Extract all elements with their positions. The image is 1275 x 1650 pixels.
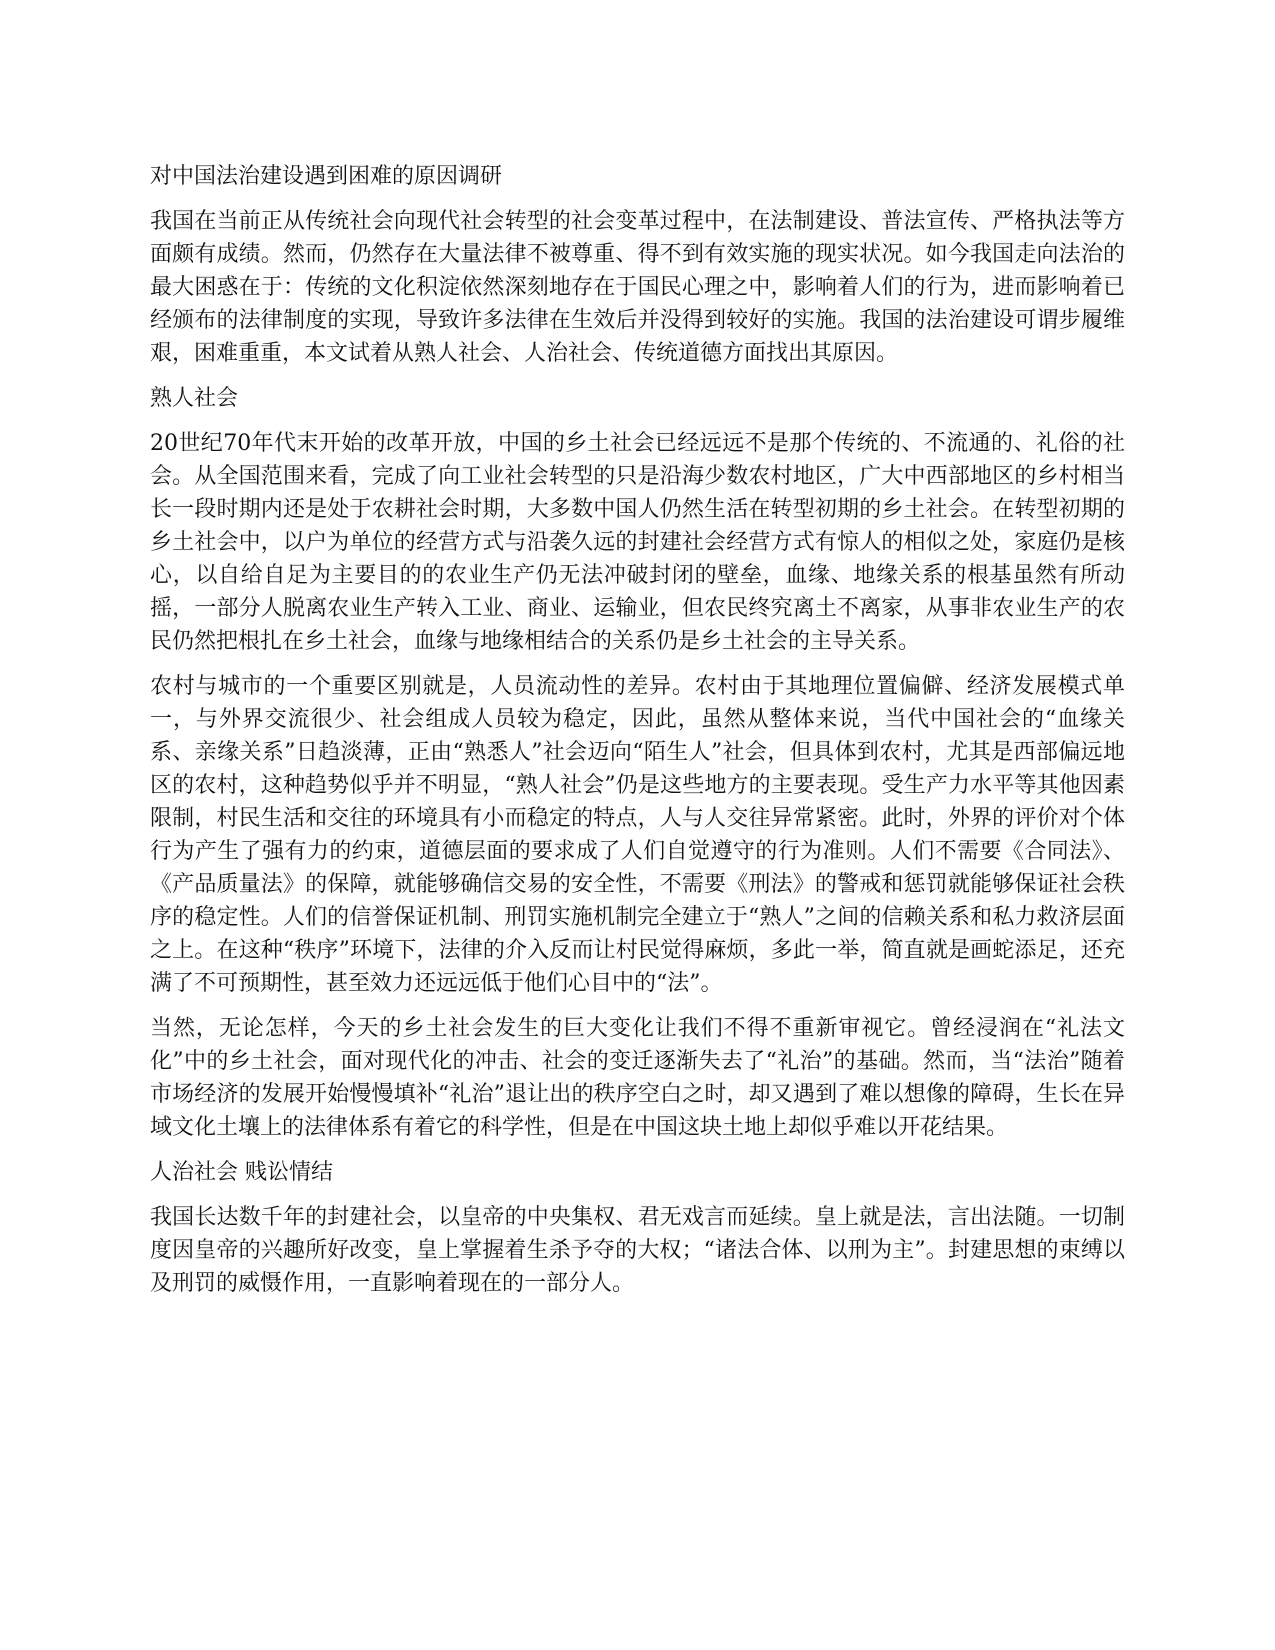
section-heading-rule-of-man: 人治社会 贱讼情结 (150, 1160, 333, 1185)
body-paragraph: 我国长达数千年的封建社会，以皇帝的中央集权、君无戏言而延续。皇上就是法，言出法随。一切制度因皇帝的兴趣所好改变，皇上掌握着生杀予夺的大权；“诸法合体、以刑为主”。封建思想的束缚以及刑罚的威慑作用，一直影响着现在的一部分人。 (150, 1205, 1125, 1296)
section-heading-acquaintance-society: 熟人社会 (150, 386, 239, 411)
document-page (150, 160, 1125, 1312)
intro-paragraph: 我国在当前正从传统社会向现代社会转型的社会变革过程中，在法制建设、普法宣传、严格执法等方面颇有成绩。然而，仍然存在大量法律不被尊重、得不到有效实施的现实状况。如今我国走向法治的最大困惑在于：传统的文化积淀依然深刻地存在于国民心理之中，影响着人们的行为，进而影响着已经颁布的法律制度的实现，导致许多法律在生效后并没得到较好的实施。我国的法治建设可谓步履维艰，困难重重，本文试着从熟人社会、人治社会、传统道德方面找出其原因。 (150, 209, 1125, 366)
body-paragraph: 20世纪70年代末开始的改革开放，中国的乡土社会已经远远不是那个传统的、不流通的、礼俗的社会。从全国范围来看，完成了向工业社会转型的只是沿海少数农村地区，广大中西部地区的乡村相当长一段时期内还是处于农耕社会时期，大多数中国人仍然生活在转型初期的乡土社会。在转型初期的乡土社会中，以户为单位的经营方式与沿袭久远的封建社会经营方式有惊人的相似之处，家庭仍是核心，以自给自足为主要目的的农业生产仍无法冲破封闭的壁垒，血缘、地缘关系的根基虽然有所动摇，一部分人脱离农业生产转入工业、商业、运输业，但农民终究离土不离家，从事非农业生产的农民仍然把根扎在乡土社会，血缘与地缘相结合的关系仍是乡土社会的主导关系。 (150, 431, 1125, 654)
body-paragraph: 当然，无论怎样，今天的乡土社会发生的巨大变化让我们不得不重新审视它。曾经浸润在“礼法文化”中的乡土社会，面对现代化的冲击、社会的变迁逐渐失去了“礼治”的基础。然而，当“法治”随着市场经济的发展开始慢慢填补“礼治”退让出的秩序空白之时，却又遇到了难以想像的障碍，生长在异域文化土壤上的法律体系有着它的科学性，但是在中国这块土地上却似乎难以开花结果。 (150, 1016, 1125, 1140)
body-paragraph: 农村与城市的一个重要区别就是，人员流动性的差异。农村由于其地理位置偏僻、经济发展模式单一，与外界交流很少、社会组成人员较为稳定，因此，虽然从整体来说，当代中国社会的“血缘关系、亲缘关系”日趋淡薄，正由“熟悉人”社会迈向“陌生人”社会，但具体到农村，尤其是西部偏远地区的农村，这种趋势似乎并不明显，“熟人社会”仍是这些地方的主要表现。受生产力水平等其他因素限制，村民生活和交往的环境具有小而稳定的特点，人与人交往异常紧密。此时，外界的评价对个体行为产生了强有力的约束，道德层面的要求成了人们自觉遵守的行为准则。人们不需要《合同法》、《产品质量法》的保障，就能够确信交易的安全性，不需要《刑法》的警戒和惩罚就能够保证社会秩序的稳定性。人们的信誉保证机制、刑罚实施机制完全建立于“熟人”之间的信赖关系和私力救济层面之上。在这种“秩序”环境下，法律的介入反而让村民觉得麻烦，多此一举，简直就是画蛇添足，还充满了不可预期性，甚至效力还远远低于他们心目中的“法”。 (150, 674, 1125, 996)
document-title: 对中国法治建设遇到困难的原因调研 (150, 164, 503, 189)
